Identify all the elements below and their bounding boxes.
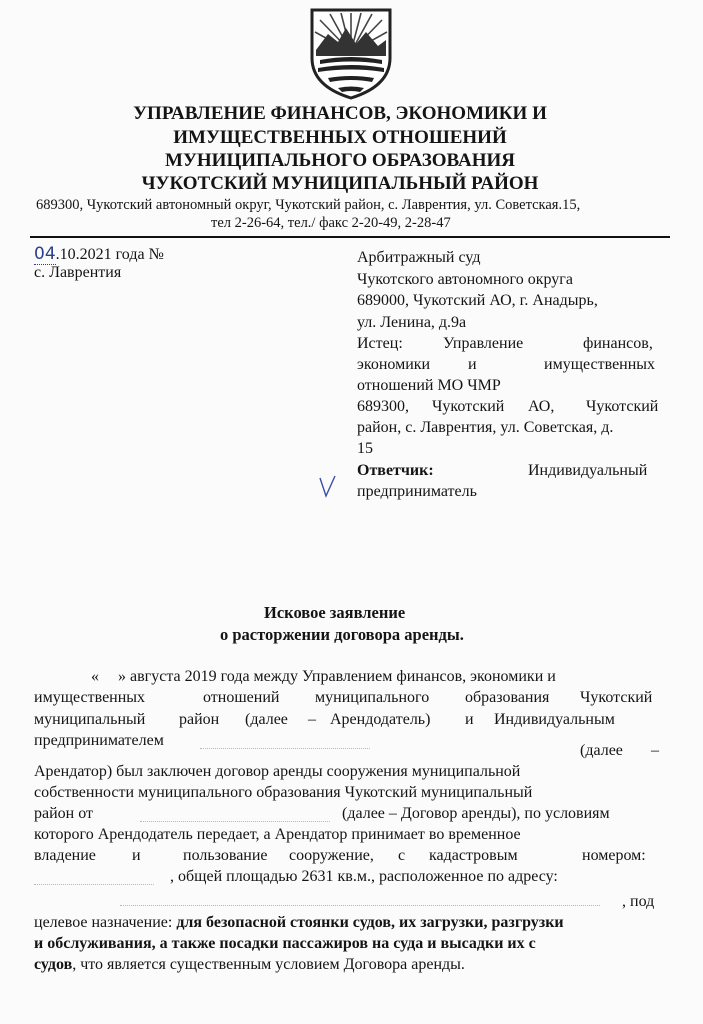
body-word: с bbox=[398, 847, 406, 864]
body-word: номером: bbox=[582, 847, 646, 864]
body-word: пользование bbox=[183, 847, 268, 864]
defendant-line-2: предприниматель bbox=[357, 483, 477, 500]
body-line: собственности муниципального образования Чукотский муниципальный bbox=[34, 784, 533, 801]
recipient-address-2: ул. Ленина, д.9а bbox=[357, 314, 467, 331]
header-line-4: ЧУКОТСКИЙ МУНИЦИПАЛЬНЫЙ РАЙОН bbox=[141, 173, 539, 194]
plaintiff-line-6: район, с. Лаврентия, ул. Советская, д. bbox=[357, 419, 614, 436]
body-text: , что является существенным условием Договора аренды. bbox=[72, 956, 465, 973]
body-word: – bbox=[651, 742, 659, 759]
body-word: муниципального bbox=[315, 689, 430, 706]
body-word: (далее – Договор аренды), по условиям bbox=[342, 805, 610, 822]
plaintiff-5a: 689300, bbox=[357, 398, 409, 415]
body-word: (далее bbox=[580, 742, 623, 759]
redacted-name bbox=[200, 748, 370, 750]
header-line-1: УПРАВЛЕНИЕ ФИНАНСОВ, ЭКОНОМИКИ И bbox=[133, 103, 547, 124]
plaintiff-word-3c: имущественных bbox=[544, 356, 656, 373]
body-word: владение bbox=[34, 847, 96, 864]
body-word: предпринимателем bbox=[34, 732, 164, 749]
plaintiff-word-2: финансов, bbox=[583, 335, 653, 352]
body-word: муниципальный bbox=[34, 711, 146, 728]
plaintiff-word-3b: и bbox=[468, 356, 477, 373]
body-line: Арендатор) был заключен договор аренды сооружения муниципальной bbox=[34, 763, 521, 780]
body-word: (далее bbox=[245, 711, 288, 728]
body-bold-text: для безопасной стоянки судов, их загрузки, разгрузки bbox=[176, 914, 564, 931]
plaintiff-5c: АО, bbox=[528, 398, 555, 415]
body-word: и bbox=[465, 711, 474, 728]
document-subtitle: о расторжении договора аренды. bbox=[220, 625, 464, 644]
handwritten-checkmark-icon bbox=[318, 474, 338, 500]
body-word: имущественных bbox=[34, 689, 146, 706]
body-line: , общей площадью 2631 кв.м., расположенное по адресу: bbox=[170, 868, 558, 885]
redacted-date bbox=[140, 821, 330, 823]
plaintiff-5b: Чукотский bbox=[432, 398, 505, 415]
plaintiff-word-1: Управление bbox=[443, 335, 524, 352]
body-line-1: » августа 2019 года между Управлением финансов, экономики и bbox=[118, 668, 556, 685]
date-rest: .10.2021 года № bbox=[55, 246, 164, 263]
plaintiff-label: Истец: bbox=[357, 335, 403, 352]
document-place: с. Лаврентия bbox=[34, 264, 122, 281]
body-word: район bbox=[179, 711, 220, 728]
document-title: Исковое заявление bbox=[264, 603, 406, 622]
header-line-2: ИМУЩЕСТВЕННЫХ ОТНОШЕНИЙ bbox=[173, 127, 507, 148]
date-handwritten-day: 04 bbox=[34, 244, 56, 264]
recipient-court-region: Чукотского автономного округа bbox=[357, 271, 573, 288]
redacted-address bbox=[120, 905, 600, 907]
body-word: район от bbox=[34, 805, 94, 822]
header-address-line-1: 689300, Чукотский автономный округ, Чукотский район, с. Лаврентия, ул. Советская.15, bbox=[36, 197, 581, 213]
body-word: Индивидуальным bbox=[494, 711, 615, 728]
body-bold-text: судов bbox=[34, 956, 73, 973]
document-date bbox=[34, 244, 164, 264]
recipient-address-1: 689000, Чукотский АО, г. Анадырь, bbox=[357, 292, 598, 309]
body-line: которого Арендодатель передает, а Арендатор принимает во временное bbox=[34, 826, 521, 843]
body-word: сооружение, bbox=[289, 847, 374, 864]
body-word: Арендодатель) bbox=[330, 711, 431, 728]
body-word: образования bbox=[465, 689, 550, 706]
plaintiff-line-7: 15 bbox=[357, 440, 373, 457]
body-word: отношений bbox=[203, 689, 280, 706]
body-bold-line: и обслуживания, а также посадки пассажиров на суда и высадки их с bbox=[34, 935, 536, 952]
body-word: Чукотский bbox=[580, 689, 653, 706]
plaintiff-5d: Чукотский bbox=[586, 398, 659, 415]
plaintiff-line-4: отношений МО ЧМР bbox=[357, 377, 501, 394]
body-line bbox=[34, 914, 564, 932]
defendant-type: Индивидуальный bbox=[528, 462, 648, 479]
header-divider bbox=[30, 236, 670, 238]
redacted-cadastral-number bbox=[34, 884, 154, 886]
body-word: , под bbox=[622, 893, 655, 910]
defendant-label: Ответчик: bbox=[357, 462, 434, 479]
plaintiff-word-3a: экономики bbox=[357, 356, 431, 373]
body-line bbox=[34, 956, 465, 974]
body-quote-open: « bbox=[91, 668, 99, 685]
body-word: кадастровым bbox=[429, 847, 518, 864]
header-line-3: МУНИЦИПАЛЬНОГО ОБРАЗОВАНИЯ bbox=[165, 150, 515, 171]
header-address-line-2: тел 2-26-64, тел./ факс 2-20-49, 2-28-47 bbox=[211, 215, 451, 231]
coat-of-arms-emblem bbox=[308, 6, 394, 100]
body-word: и bbox=[132, 847, 141, 864]
recipient-court: Арбитражный суд bbox=[357, 249, 481, 266]
body-text: целевое назначение: bbox=[34, 914, 177, 931]
body-word: – bbox=[308, 711, 316, 728]
